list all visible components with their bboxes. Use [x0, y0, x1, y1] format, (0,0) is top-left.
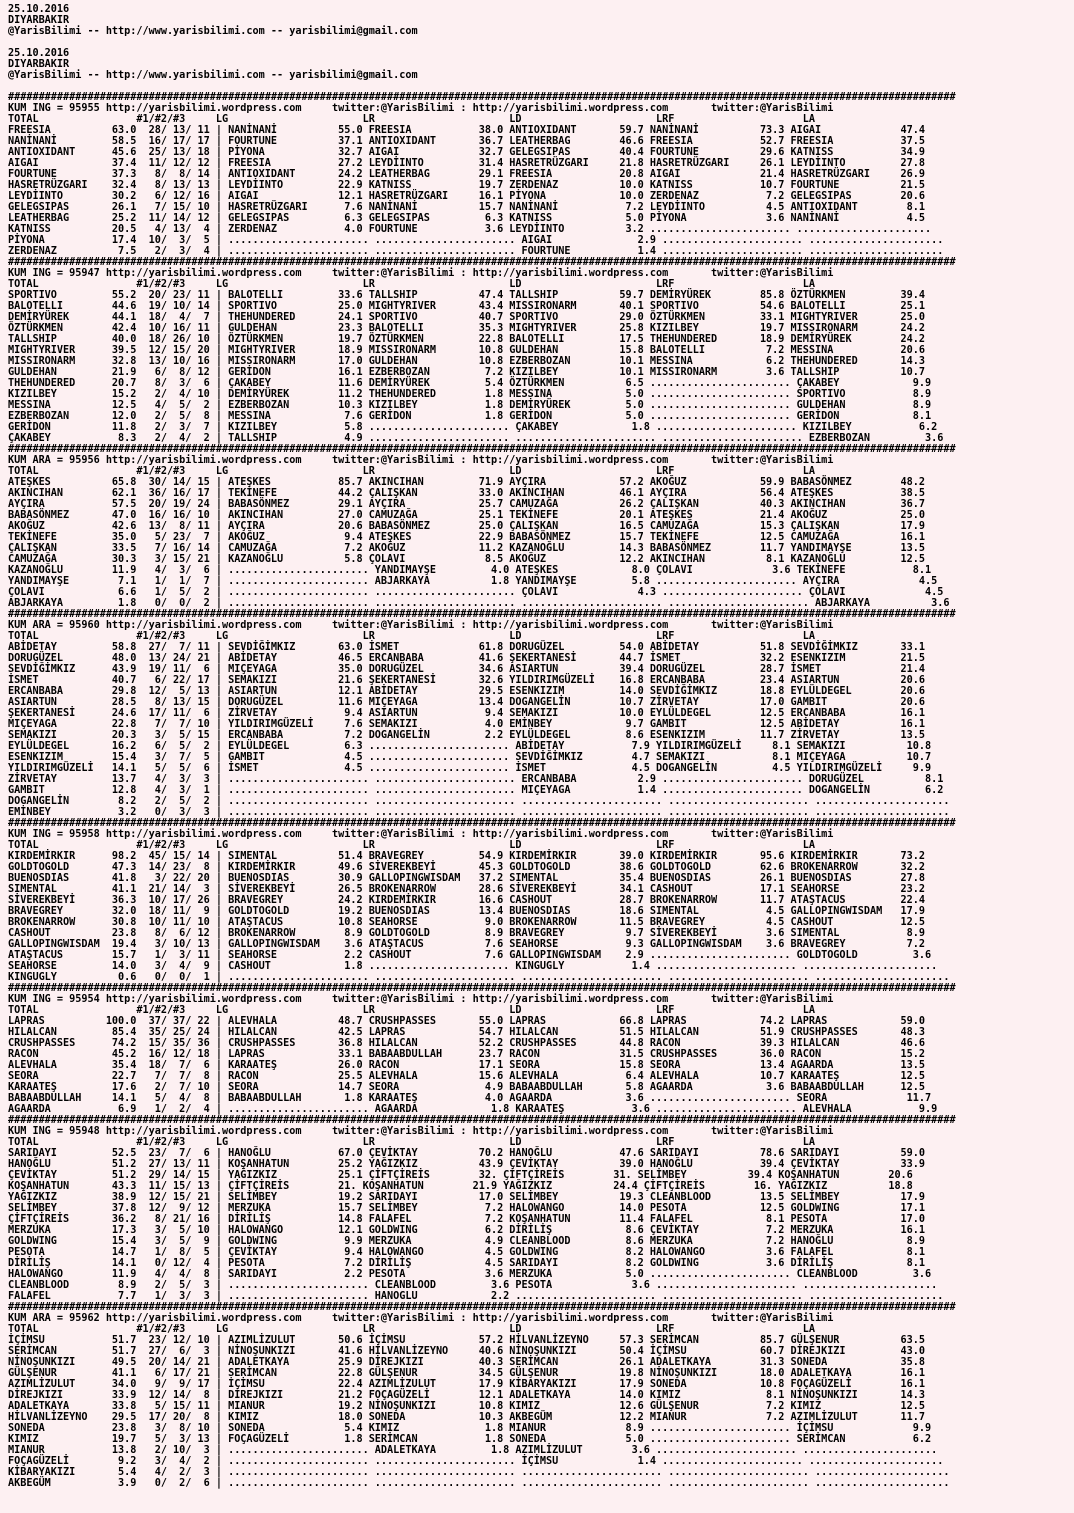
table-row: MIANUR 13.8 2/ 10/ 3 | ....................... ADALETKAYA 1.8 AZIMLİZULUT 3.6 ....................... ......................	[8, 1445, 938, 1456]
contact-line: @YarisBilimi -- http://www.yarisbilimi.com -- yarisbilimi@gmail.com	[8, 26, 418, 37]
date-line: 25.10.2016	[8, 48, 70, 59]
separator-line: ###########################################################################################################################################################	[8, 257, 956, 268]
table-row: DOGANGELİN 8.2 2/ 5/ 2 | ....................... ....................... ....................... ....................... ......................	[8, 796, 950, 807]
table-row: SPORTIVO 55.2 20/ 23/ 11 | BALOTELLI 33.6 TALLSHIP 47.4 TALLSHIP 59.7 DEMİRYÜREK 85.8 ÖZTÜRKMEN 39.4	[8, 290, 926, 301]
separator-line: ###########################################################################################################################################################	[8, 1115, 956, 1126]
table-row: CASHOUT 23.8 8/ 6/ 12 | BROKENARROW 8.9 GOLDTOGOLD 8.9 BRAVEGREY 9.7 SİVEREKBEYİ 3.6 SIMENTAL 8.9	[8, 928, 926, 939]
table-row: PİYONA 17.4 10/ 3/ 5 | ....................... ....................... AIGAI 2.9 ....................... ......................	[8, 235, 944, 246]
separator-line: ###########################################################################################################################################################	[8, 444, 956, 455]
table-row: SEAHORSE 14.0 3/ 4/ 9 | CASHOUT 1.8 ....................... KINGUGLY 1.4 ....................... ......................	[8, 961, 938, 972]
table-row: GAMBIT 12.8 4/ 3/ 1 | ....................... ....................... MIÇEYAGA 1.4 ....................... DOGANGELİN 6.2	[8, 785, 944, 796]
separator-line: ###########################################################################################################################################################	[8, 983, 956, 994]
table-row: ATAŞTACUS 15.7 1/ 3/ 11 | SEAHORSE 2.2 CASHOUT 7.6 GALLOPINGWISDAM 2.9 ....................... GOLDTOGOLD 3.6	[8, 950, 932, 961]
table-row: YAĞIZKIZ 38.9 12/ 15/ 21 | SELİMBEY 19.2 SARIDAYI 17.0 SELİMBEY 19.3 CLEANBLOOD 13.5 SELİMBEY 17.9	[8, 1192, 926, 1203]
table-row: SELİMBEY 37.8 12/ 9/ 12 | MERZUKA 15.7 SELİMBEY 7.2 HALOWANGO 14.0 PESOTA 12.5 GOLDWING 17.1	[8, 1203, 926, 1214]
date-line: 25.10.2016	[8, 4, 70, 15]
table-row: SEMAKIZI 20.3 3/ 5/ 15 | ERCANBABA 7.2 DOGANGELİN 2.2 EYLÜLDEGEL 8.6 ESENKIZIM 11.7 ZİRVETAY 13.5	[8, 730, 926, 741]
table-row: ÇİFTÇİREİS 36.2 8/ 21/ 16 | DİRİLİŞ 14.8 FALAFEL 7.2 KOŞANHATUN 11.4 FALAFEL 8.1 PESOTA 17.0	[8, 1214, 926, 1225]
table-row: ALEVHALA 35.4 18/ 7/ 6 | KARAATEŞ 26.0 RACON 17.1 SEORA 15.8 SEORA 13.4 AGAARDA 13.5	[8, 1060, 926, 1071]
table-row: HİLVANLİZEYNO 29.5 17/ 20/ 8 | KIMIZ 18.0 SONEDA 10.3 AKBEGÜM 12.2 MIANUR 7.2 AZIMLİZULUT 11.7	[8, 1412, 926, 1423]
table-row: ŞEKERTANESİ 24.6 17/ 11/ 6 | ZİRVETAY 9.4 ASIARTUN 9.4 SEMAKIZI 10.0 EYLÜLDEGEL 12.5 ERCANBABA 16.1	[8, 708, 926, 719]
table-row: TALLSHIP 40.0 18/ 26/ 10 | ÖZTÜRKMEN 19.7 ÖZTÜRKMEN 22.8 BALOTELLI 17.5 THEHUNDERED 18.9 DEMİRYÜREK 24.2	[8, 334, 926, 345]
column-header-line: TOTAL #1/#2/#3 LG LR LD LRF LA	[8, 279, 815, 290]
table-row: ÇEVİKTAY 51.2 29/ 14/ 15 | YAĞIZKIZ 25.1 ÇİFTÇİREİS 32. ÇİFTÇİREİS 31. SELİMBEY 39.4 KOŞANHATUN 20.6	[8, 1170, 913, 1181]
race-header-line: KUM ING = 95948 http://yarisbilimi.wordpress.com twitter:@YarisBilimi : http://yarisbilimi.wordpress.com twitter:@YarisBilimi	[8, 1126, 834, 1137]
table-row: CRUSHPASSES 74.2 15/ 35/ 36 | CRUSHPASSES 36.8 HILALCAN 52.2 CRUSHPASSES 44.8 RACON 39.3 HILALCAN 46.6	[8, 1038, 926, 1049]
table-row: EYLÜLDEGEL 16.2 6/ 5/ 2 | EYLÜLDEGEL 6.3 ....................... ABİDETAY 7.9 YILDIRIMGÜZELİ 8.1 SEMAKIZI 10.8	[8, 741, 932, 752]
column-header-line: TOTAL #1/#2/#3 LG LR LD LRF LA	[8, 1324, 815, 1335]
table-row: KIRDEMİRKIR 98.2 45/ 15/ 14 | SIMENTAL 51.4 BRAVEGREY 54.9 KIRDEMİRKIR 39.0 KIRDEMİRKIR 95.6 KIRDEMİRKIR 73.2	[8, 851, 926, 862]
table-row: AKBEGÜM 3.9 0/ 2/ 6 | ....................... ....................... ....................... ....................... ......................	[8, 1478, 950, 1489]
table-row: KIZILBEY 15.2 2/ 4/ 10 | DEMİRYÜREK 11.2 THEHUNDERED 1.8 MESSINA 5.0 ....................... SPORTIVO 8.9	[8, 389, 932, 400]
text-line: DIYARBAKIR	[8, 59, 70, 70]
table-row: ÇALIŞKAN 33.5 7/ 16/ 14 | CAMUZAĞA 7.2 AKOĞUZ 11.2 KAZANOĞLU 14.3 BABASÖNMEZ 11.7 YANDIMAYŞE 13.5	[8, 543, 926, 554]
table-row: ABİDETAY 58.8 27/ 7/ 11 | SEVDİĞİMKIZ 63.0 İSMET 61.8 DORUGÜZEL 54.0 ABİDETAY 51.8 SEVDİĞİMKIZ 33.1	[8, 642, 926, 653]
separator-line: ###########################################################################################################################################################	[8, 609, 956, 620]
column-header-line: TOTAL #1/#2/#3 LG LR LD LRF LA	[8, 840, 815, 851]
table-row: SEVDİĞİMKIZ 43.9 19/ 11/ 6 | MIÇEYAGA 35.0 DORUGÜZEL 34.6 ASIARTUN 39.4 DORUGÜZEL 28.7 İSMET 21.4	[8, 664, 926, 675]
table-row: ASIARTUN 28.5 8/ 13/ 15 | DORUGÜZEL 11.6 MIÇEYAGA 13.4 DOGANGELİN 10.7 ZİRVETAY 17.0 GAMBIT 20.6	[8, 697, 926, 708]
table-row: AZIMLİZULUT 34.0 9/ 9/ 17 | İÇİMSU 22.4 AZIMLİZULUT 17.9 KİBARYAKIZI 17.9 SONEDA 10.8 FOÇAGÜZELİ 16.1	[8, 1379, 926, 1390]
table-row: ABJARKAYA 1.8 0/ 0/ 2 | ....................... ....................... ....................... ....................... ABJARKAYA 3.6	[8, 598, 950, 609]
table-row: BABAABDULLAH 14.1 5/ 4/ 8 | BABAABDULLAH 1.8 KARAATEŞ 4.0 AGAARDA 3.6 ....................... SEORA 11.7	[8, 1093, 932, 1104]
table-row: PESOTA 14.7 1/ 8/ 5 | ÇEVİKTAY 9.4 HALOWANGO 4.5 GOLDWING 8.2 HALOWANGO 3.6 FALAFEL 8.1	[8, 1247, 926, 1258]
table-row: DEMİRYÜREK 44.1 18/ 4/ 7 | THEHUNDERED 24.1 SPORTIVO 40.7 SPORTIVO 29.0 ÖZTÜRKMEN 33.1 MIGHTYRIVER 25.0	[8, 312, 926, 323]
table-row: KAZANOĞLU 11.9 4/ 3/ 6 | ....................... YANDIMAYŞE 4.0 ATEŞKES 8.0 ÇOLAVI 3.6 TEKİNEFE 8.1	[8, 565, 932, 576]
table-row: KİBARYAKIZI 5.4 4/ 2/ 3 | ....................... ....................... ....................... ....................... ......................	[8, 1467, 950, 1478]
table-row: SEORA 22.7 7/ 7/ 8 | RACON 25.5 ALEVHALA 15.6 ALEVHALA 6.4 ALEVHALA 10.7 KARAATEŞ 12.5	[8, 1071, 926, 1082]
race-header-line: KUM ING = 95958 http://yarisbilimi.wordpress.com twitter:@YarisBilimi : http://yarisbilimi.wordpress.com twitter:@YarisBilimi	[8, 829, 834, 840]
table-row: GERİDON 11.8 2/ 3/ 7 | KIZILBEY 5.8 ....................... ÇAKABEY 1.8 ....................... KIZILBEY 6.2	[8, 422, 938, 433]
race-header-line: KUM ING = 95955 http://yarisbilimi.wordpress.com twitter:@YarisBilimi : http://yarisbilimi.wordpress.com twitter:@YarisBilimi	[8, 103, 834, 114]
race-header-line: KUM ARA = 95960 http://yarisbilimi.wordpress.com twitter:@YarisBilimi : http://yarisbilimi.wordpress.com twitter:@YarisBilimi	[8, 620, 834, 631]
table-row: GELEGSIPAS 26.1 7/ 15/ 10 | HASRETRÜZGARI 7.6 NANİNANİ 15.7 NANİNANİ 7.2 LEYDİINTO 4.5 ANTIOXIDANT 8.1	[8, 202, 926, 213]
column-header-line: TOTAL #1/#2/#3 LG LR LD LRF LA	[8, 631, 815, 642]
table-row: ESENKIZIM 15.4 3/ 7/ 5 | GAMBIT 4.5 ....................... SEVDİĞİMKIZ 4.7 SEMAKIZI 8.1 MIÇEYAGA 10.7	[8, 752, 932, 763]
table-row: FOURTUNE 37.3 8/ 8/ 14 | ANTIOXIDANT 24.2 LEATHERBAG 29.1 FREESIA 20.8 AIGAI 21.4 HASRETRÜZGARI 26.9	[8, 169, 926, 180]
table-row: KINGUGLY 0.6 0/ 0/ 1 | ....................... ....................... ....................... ....................... ......................	[8, 972, 950, 983]
table-row: EMİNBEY 3.2 0/ 3/ 3 | ....................... ....................... ....................... ....................... ......................	[8, 807, 950, 818]
separator-line: ###########################################################################################################################################################	[8, 1302, 956, 1313]
table-row: ERCANBABA 29.8 12/ 5/ 13 | ASIARTUN 12.1 ABİDETAY 29.5 ESENKIZIM 14.0 SEVDİĞİMKIZ 18.8 EYLÜLDEGEL 20.6	[8, 686, 926, 697]
table-row: DİRİLİŞ 14.1 0/ 12/ 4 | PESOTA 7.2 DİRİLİŞ 4.5 SARIDAYI 8.2 GOLDWING 3.6 DİRİLİŞ 8.1	[8, 1258, 926, 1269]
table-row: NİNOŞUNKIZI 49.5 20/ 14/ 21 | ADALETKAYA 25.9 DİREJKIZI 40.3 SERİMCAN 26.1 ADALETKAYA 31.3 SONEDA 35.8	[8, 1357, 926, 1368]
table-row: SIMENTAL 41.1 21/ 14/ 3 | SİVEREKBEYİ 26.5 BROKENARROW 28.6 SİVEREKBEYİ 34.1 CASHOUT 17.1 SEAHORSE 23.2	[8, 884, 926, 895]
table-row: THEHUNDERED 20.7 8/ 3/ 6 | ÇAKABEY 11.6 DEMİRYÜREK 5.4 ÖZTÜRKMEN 6.5 ....................... ÇAKABEY 9.9	[8, 378, 932, 389]
table-row: FALAFEL 7.7 1/ 3/ 3 | ....................... HANOGLU 2.2 ....................... ....................... ......................	[8, 1291, 944, 1302]
table-row: GALLOPINGWISDAM 19.4 3/ 10/ 13 | GALLOPINGWISDAM 3.6 ATAŞTACUS 7.6 SEAHORSE 9.3 GALLOPINGWISDAM 3.6 BRAVEGREY 7.2	[8, 939, 926, 950]
race-header-line: KUM ARA = 95962 http://yarisbilimi.wordpress.com twitter:@YarisBilimi : http://yarisbilimi.wordpress.com twitter:@YarisBilimi	[8, 1313, 834, 1324]
table-row: KOŞANHATUN 43.3 11/ 15/ 13 | ÇİFTÇİREİS 21. KOŞANHATUN 21.9 YAĞIZKIZ 24.4 ÇİFTÇİREİS 16. YAĞIZKIZ 18.8	[8, 1181, 913, 1192]
table-row: SERİMCAN 51.7 27/ 6/ 3 | NİNOŞUNKIZI 41.6 HİLVANLİZEYNO 40.6 NİNOŞUNKIZI 50.4 İÇİMSU 60.7 DİREJKIZI 43.0	[8, 1346, 926, 1357]
table-row: MERZUKA 17.3 3/ 5/ 10 | HALOWANGO 12.1 GOLDWING 6.2 DİRİLİŞ 8.6 ÇEVİKTAY 7.2 MERZUKA 16.1	[8, 1225, 926, 1236]
table-row: EZBERBOZAN 12.0 2/ 5/ 8 | MESSINA 7.6 GERİDON 1.8 GERİDON 5.0 ....................... GERİDON 8.1	[8, 411, 932, 422]
table-row: BABASÖNMEZ 47.0 16/ 16/ 10 | AKINCIHAN 27.0 CAMUZAĞA 25.1 TEKİNEFE 20.1 ATEŞKES 21.4 AKOĞUZ 25.0	[8, 510, 926, 521]
table-row: ANTIOXIDANT 45.6 25/ 13/ 18 | PİYONA 32.7 AIGAI 32.7 GELEGSIPAS 40.4 FOURTUNE 29.6 KATNISS 34.9	[8, 147, 926, 158]
table-row: ÇAKABEY 8.3 2/ 4/ 2 | TALLSHIP 4.9 ....................... ....................... ....................... EZBERBOZAN 3.6	[8, 433, 944, 444]
table-row: SARIDAYI 52.5 23/ 7/ 6 | HANOĞLU 67.0 ÇEVİKTAY 70.2 HANOĞLU 47.6 SARIDAYI 78.6 SARIDAYI 59.0	[8, 1148, 926, 1159]
column-header-line: TOTAL #1/#2/#3 LG LR LD LRF LA	[8, 1005, 815, 1016]
table-row: ÇOLAVI 6.6 1/ 5/ 2 | ....................... ....................... ÇOLAVI 4.3 ....................... ÇOLAVI 4.5	[8, 587, 944, 598]
column-header-line: TOTAL #1/#2/#3 LG LR LD LRF LA	[8, 114, 815, 125]
table-row: TEKİNEFE 35.0 5/ 23/ 7 | AKOĞUZ 9.4 ATEŞKES 22.9 BABASÖNMEZ 15.7 TEKİNEFE 12.5 CAMUZAĞA 16.1	[8, 532, 926, 543]
table-row: DİREJKIZI 33.9 12/ 14/ 8 | DİREJKIZI 21.2 FOÇAGÜZELİ 12.1 ADALETKAYA 14.0 KIMIZ 8.1 NİNOŞUNKIZI 14.3	[8, 1390, 926, 1401]
table-row: MIÇEYAGA 22.8 7/ 7/ 10 | YILDIRIMGÜZELİ 7.6 SEMAKIZI 4.0 EMİNBEY 9.7 GAMBIT 12.5 ABİDETAY 16.1	[8, 719, 926, 730]
table-row: LEYDİINTO 30.2 6/ 12/ 16 | AIGAI 12.1 HASRETRÜZGARI 16.1 PİYONA 10.0 ZERDENAZ 7.2 GELEGSIPAS 20.6	[8, 191, 926, 202]
table-row: MIGHTYRIVER 39.5 12/ 15/ 20 | MIGHTYRIVER 18.9 MISSIRONARM 10.8 GULDEHAN 15.8 BALOTELLI 7.2 MESSINA 20.6	[8, 345, 926, 356]
table-row: ATEŞKES 65.8 30/ 14/ 15 | ATEŞKES 85.7 AKINCIHAN 71.9 AYÇIRA 57.2 AKOĞUZ 59.9 BABASÖNMEZ 48.2	[8, 477, 926, 488]
table-row: MISSIRONARM 32.8 13/ 10/ 16 | MISSIRONARM 17.0 GULDEHAN 10.8 EZBERBOZAN 10.1 MESSINA 6.2 THEHUNDERED 14.3	[8, 356, 926, 367]
table-row: GULDEHAN 21.9 6/ 8/ 12 | GERİDON 16.1 EZBERBOZAN 7.2 KIZILBEY 10.1 MISSIRONARM 3.6 TALLSHIP 10.7	[8, 367, 926, 378]
table-row: ZERDENAZ 7.5 2/ 3/ 4 | ....................... ....................... FOURTUNE 1.4 ....................... ......................	[8, 246, 944, 257]
table-row: BALOTELLI 44.6 19/ 10/ 14 | SPORTIVO 25.0 MIGHTYRIVER 43.4 MISSIRONARM 40.1 SPORTIVO 54.6 BALOTELLI 25.1	[8, 301, 926, 312]
table-row: AKOĞUZ 42.6 13/ 8/ 11 | AYÇIRA 20.6 BABASÖNMEZ 25.0 ÇALIŞKAN 16.5 CAMUZAĞA 15.3 ÇALIŞKAN 17.9	[8, 521, 926, 532]
table-row: GÜLŞENUR 41.1 6/ 17/ 21 | SERİMCAN 22.8 GÜLŞENUR 34.5 GÜLŞENUR 19.8 NİNOŞUNKIZI 18.0 ADALETKAYA 16.1	[8, 1368, 926, 1379]
table-row: SİVEREKBEYİ 36.3 10/ 17/ 26 | BRAVEGREY 24.2 KIRDEMİRKIR 16.6 CASHOUT 28.7 BROKENARROW 11.7 ATAŞTACUS 22.4	[8, 895, 926, 906]
table-row: İSMET 40.7 6/ 22/ 17 | SEMAKIZI 21.6 ŞEKERTANESİ 32.6 YILDIRIMGÜZELİ 16.8 ERCANBABA 23.4 ASIARTUN 20.6	[8, 675, 926, 686]
column-header-line: TOTAL #1/#2/#3 LG LR LD LRF LA	[8, 466, 815, 477]
table-row: NANİNANİ 58.5 16/ 17/ 17 | FOURTUNE 37.1 ANTIOXIDANT 36.7 LEATHERBAG 46.6 FREESIA 52.7 FREESIA 37.5	[8, 136, 926, 147]
table-row: YANDIMAYŞE 7.1 1/ 1/ 7 | ....................... ABJARKAYA 1.8 YANDIMAYŞE 5.8 ....................... AYÇIRA 4.5	[8, 576, 938, 587]
column-header-line: TOTAL #1/#2/#3 LG LR LD LRF LA	[8, 1137, 815, 1148]
table-row: LAPRAS 100.0 37/ 37/ 22 | ALEVHALA 48.7 CRUSHPASSES 55.0 LAPRAS 66.8 LAPRAS 74.2 LAPRAS 59.0	[8, 1016, 926, 1027]
table-row: HALOWANGO 11.9 4/ 4/ 8 | SARIDAYI 2.2 PESOTA 3.6 MERZUKA 5.0 ....................... CLEANBLOOD 3.6	[8, 1269, 932, 1280]
separator-line: ###########################################################################################################################################################	[8, 818, 956, 829]
table-row: AKINCIHAN 62.1 36/ 16/ 17 | TEKİNEFE 44.2 ÇALIŞKAN 33.0 AKINCIHAN 46.1 AYÇIRA 56.4 ATEŞKES 38.5	[8, 488, 926, 499]
table-row: SONEDA 23.8 3/ 8/ 10 | SONEDA 5.4 KIMIZ 1.8 MIANUR 8.9 ....................... İÇİMSU 9.9	[8, 1423, 932, 1434]
table-row: KIMIZ 19.7 5/ 3/ 13 | FOÇAGÜZELİ 1.8 SERİMCAN 1.8 SONEDA 5.0 ....................... SERİMCAN 6.2	[8, 1434, 932, 1445]
contact-line: @YarisBilimi -- http://www.yarisbilimi.com -- yarisbilimi@gmail.com	[8, 70, 418, 81]
table-row: HILALCAN 85.4 35/ 25/ 24 | HILALCAN 42.5 LAPRAS 54.7 HILALCAN 51.5 HILALCAN 51.9 CRUSHPASSES 48.3	[8, 1027, 926, 1038]
table-row: HASRETRÜZGARI 32.4 8/ 13/ 13 | LEYDİINTO 22.9 KATNISS 19.7 ZERDENAZ 10.0 KATNISS 10.7 FOURTUNE 21.5	[8, 180, 926, 191]
table-row: CLEANBLOOD 8.9 2/ 5/ 3 | ....................... CLEANBLOOD 3.6 PESOTA 3.6 ....................... ......................	[8, 1280, 938, 1291]
table-row: GOLDTOGOLD 47.3 14/ 23/ 8 | KIRDEMİRKIR 49.6 SİVEREKBEYİ 45.3 GOLDTOGOLD 38.6 GOLDTOGOLD 62.6 BROKENARROW 32.2	[8, 862, 926, 873]
table-row: LEATHERBAG 25.2 11/ 14/ 12 | GELEGSIPAS 6.3 GELEGSIPAS 6.3 KATNISS 5.0 PİYONA 3.6 NANİNANİ 4.5	[8, 213, 926, 224]
table-row: BRAVEGREY 32.0 18/ 11/ 9 | GOLDTOGOLD 19.2 BUENOSDIAS 13.4 BUENOSDIAS 18.6 SIMENTAL 4.5 GALLOPINGWISDAM 17.9	[8, 906, 926, 917]
table-row: BROKENARROW 30.8 10/ 11/ 10 | ATAŞTACUS 10.8 SEAHORSE 9.0 BROKENARROW 11.5 BRAVEGREY 4.5 CASHOUT 12.5	[8, 917, 926, 928]
table-row: AYÇIRA 57.5 20/ 19/ 24 | BABASÖNMEZ 29.1 AYÇIRA 25.7 CAMUZAĞA 26.2 ÇALIŞKAN 40.3 AKINCIHAN 36.7	[8, 499, 926, 510]
table-row: RACON 45.2 16/ 12/ 18 | LAPRAS 33.1 BABAABDULLAH 23.7 RACON 31.5 CRUSHPASSES 36.0 RACON 15.2	[8, 1049, 926, 1060]
table-row: KATNISS 20.5 4/ 13/ 4 | ZERDENAZ 4.0 FOURTUNE 3.6 LEYDİINTO 3.2 ....................... ......................	[8, 224, 932, 235]
table-row: FREESIA 63.0 28/ 13/ 11 | NANİNANİ 55.0 FREESIA 38.0 ANTIOXIDANT 59.7 NANİNANİ 73.3 AIGAI 47.4	[8, 125, 926, 136]
race-header-line: KUM ING = 95954 http://yarisbilimi.wordpress.com twitter:@YarisBilimi : http://yarisbilimi.wordpress.com twitter:@YarisBilimi	[8, 994, 834, 1005]
text-line: DIYARBAKIR	[8, 15, 70, 26]
table-row: MESSINA 12.5 4/ 5/ 2 | EZBERBOZAN 10.3 KIZILBEY 1.8 DEMİRYÜREK 5.0 ....................... GULDEHAN 8.9	[8, 400, 932, 411]
table-row: CAMUZAĞA 30.3 3/ 15/ 21 | KAZANOĞLU 5.8 ÇOLAVI 8.5 AKOĞUZ 12.2 AKINCIHAN 8.1 KAZANOĞLU 12.5	[8, 554, 926, 565]
race-header-line: KUM ARA = 95956 http://yarisbilimi.wordpress.com twitter:@YarisBilimi : http://yarisbilimi.wordpress.com twitter:@YarisBilimi	[8, 455, 834, 466]
blank-line	[8, 37, 956, 48]
report-text	[8, 4, 956, 1489]
table-row: HANOĞLU 51.2 27/ 13/ 11 | KOŞANHATUN 25.2 YAĞIZKIZ 43.9 ÇEVİKTAY 39.0 HANOĞLU 39.4 ÇEVİKTAY 33.9	[8, 1159, 926, 1170]
table-row: DORUGÜZEL 48.0 13/ 24/ 21 | ABİDETAY 46.5 ERCANBABA 41.6 ŞEKERTANESİ 44.7 İSMET 32.2 ESENKIZIM 21.5	[8, 653, 926, 664]
blank-line	[8, 81, 956, 92]
table-row: AIGAI 37.4 11/ 12/ 12 | FREESIA 27.2 LEYDİINTO 31.4 HASRETRÜZGARI 21.8 HASRETRÜZGARI 26.1 LEYDİINTO 27.8	[8, 158, 926, 169]
table-row: FOÇAGÜZELİ 9.2 3/ 4/ 2 | ....................... ....................... İÇİMSU 1.4 ....................... ......................	[8, 1456, 944, 1467]
race-header-line: KUM ING = 95947 http://yarisbilimi.wordpress.com twitter:@YarisBilimi : http://yarisbilimi.wordpress.com twitter:@YarisBilimi	[8, 268, 834, 279]
table-row: İÇİMSU 51.7 23/ 12/ 10 | AZIMLİZULUT 50.6 İÇİMSU 57.2 HİLVANLİZEYNO 57.3 SERİMCAN 85.7 GÜLŞENUR 63.5	[8, 1335, 926, 1346]
table-row: ÖZTÜRKMEN 42.4 10/ 16/ 11 | GULDEHAN 23.3 BALOTELLI 35.3 MIGHTYRIVER 25.8 KIZILBEY 19.7 MISSIRONARM 24.2	[8, 323, 926, 334]
table-row: KARAATEŞ 17.6 2/ 7/ 10 | SEORA 14.7 SEORA 4.9 BABAABDULLAH 5.8 AGAARDA 3.6 BABAABDULLAH 12.5	[8, 1082, 926, 1093]
table-row: ZİRVETAY 13.7 4/ 3/ 3 | ....................... ....................... ERCANBABA 2.9 ....................... DORUGÜZEL 8.1	[8, 774, 944, 785]
table-row: YILDIRIMGÜZELİ 14.1 5/ 5/ 6 | İSMET 4.5 ....................... İSMET 4.5 DOGANGELİN 4.5 YILDIRIMGÜZELİ 9.9	[8, 763, 932, 774]
table-row: ADALETKAYA 33.8 5/ 15/ 11 | MIANUR 19.2 NİNOŞUNKIZI 10.8 KIMIZ 12.6 GÜLŞENUR 7.2 KIMIZ 12.5	[8, 1401, 926, 1412]
separator-line: ###########################################################################################################################################################	[8, 92, 956, 103]
table-row: BUENOSDIAS 41.8 3/ 22/ 20 | BUENOSDIAS 30.9 GALLOPINGWISDAM 37.2 SIMENTAL 35.4 BUENOSDIAS 26.1 BUENOSDIAS 27.8	[8, 873, 926, 884]
table-row: AGAARDA 6.9 1/ 2/ 4 | ....................... AGAARDA 1.8 KARAATEŞ 3.6 ....................... ALEVHALA 9.9	[8, 1104, 938, 1115]
table-row: GOLDWING 15.4 3/ 5/ 9 | GOLDWING 9.9 MERZUKA 4.9 CLEANBLOOD 8.6 MERZUKA 7.2 HANOĞLU 8.9	[8, 1236, 926, 1247]
